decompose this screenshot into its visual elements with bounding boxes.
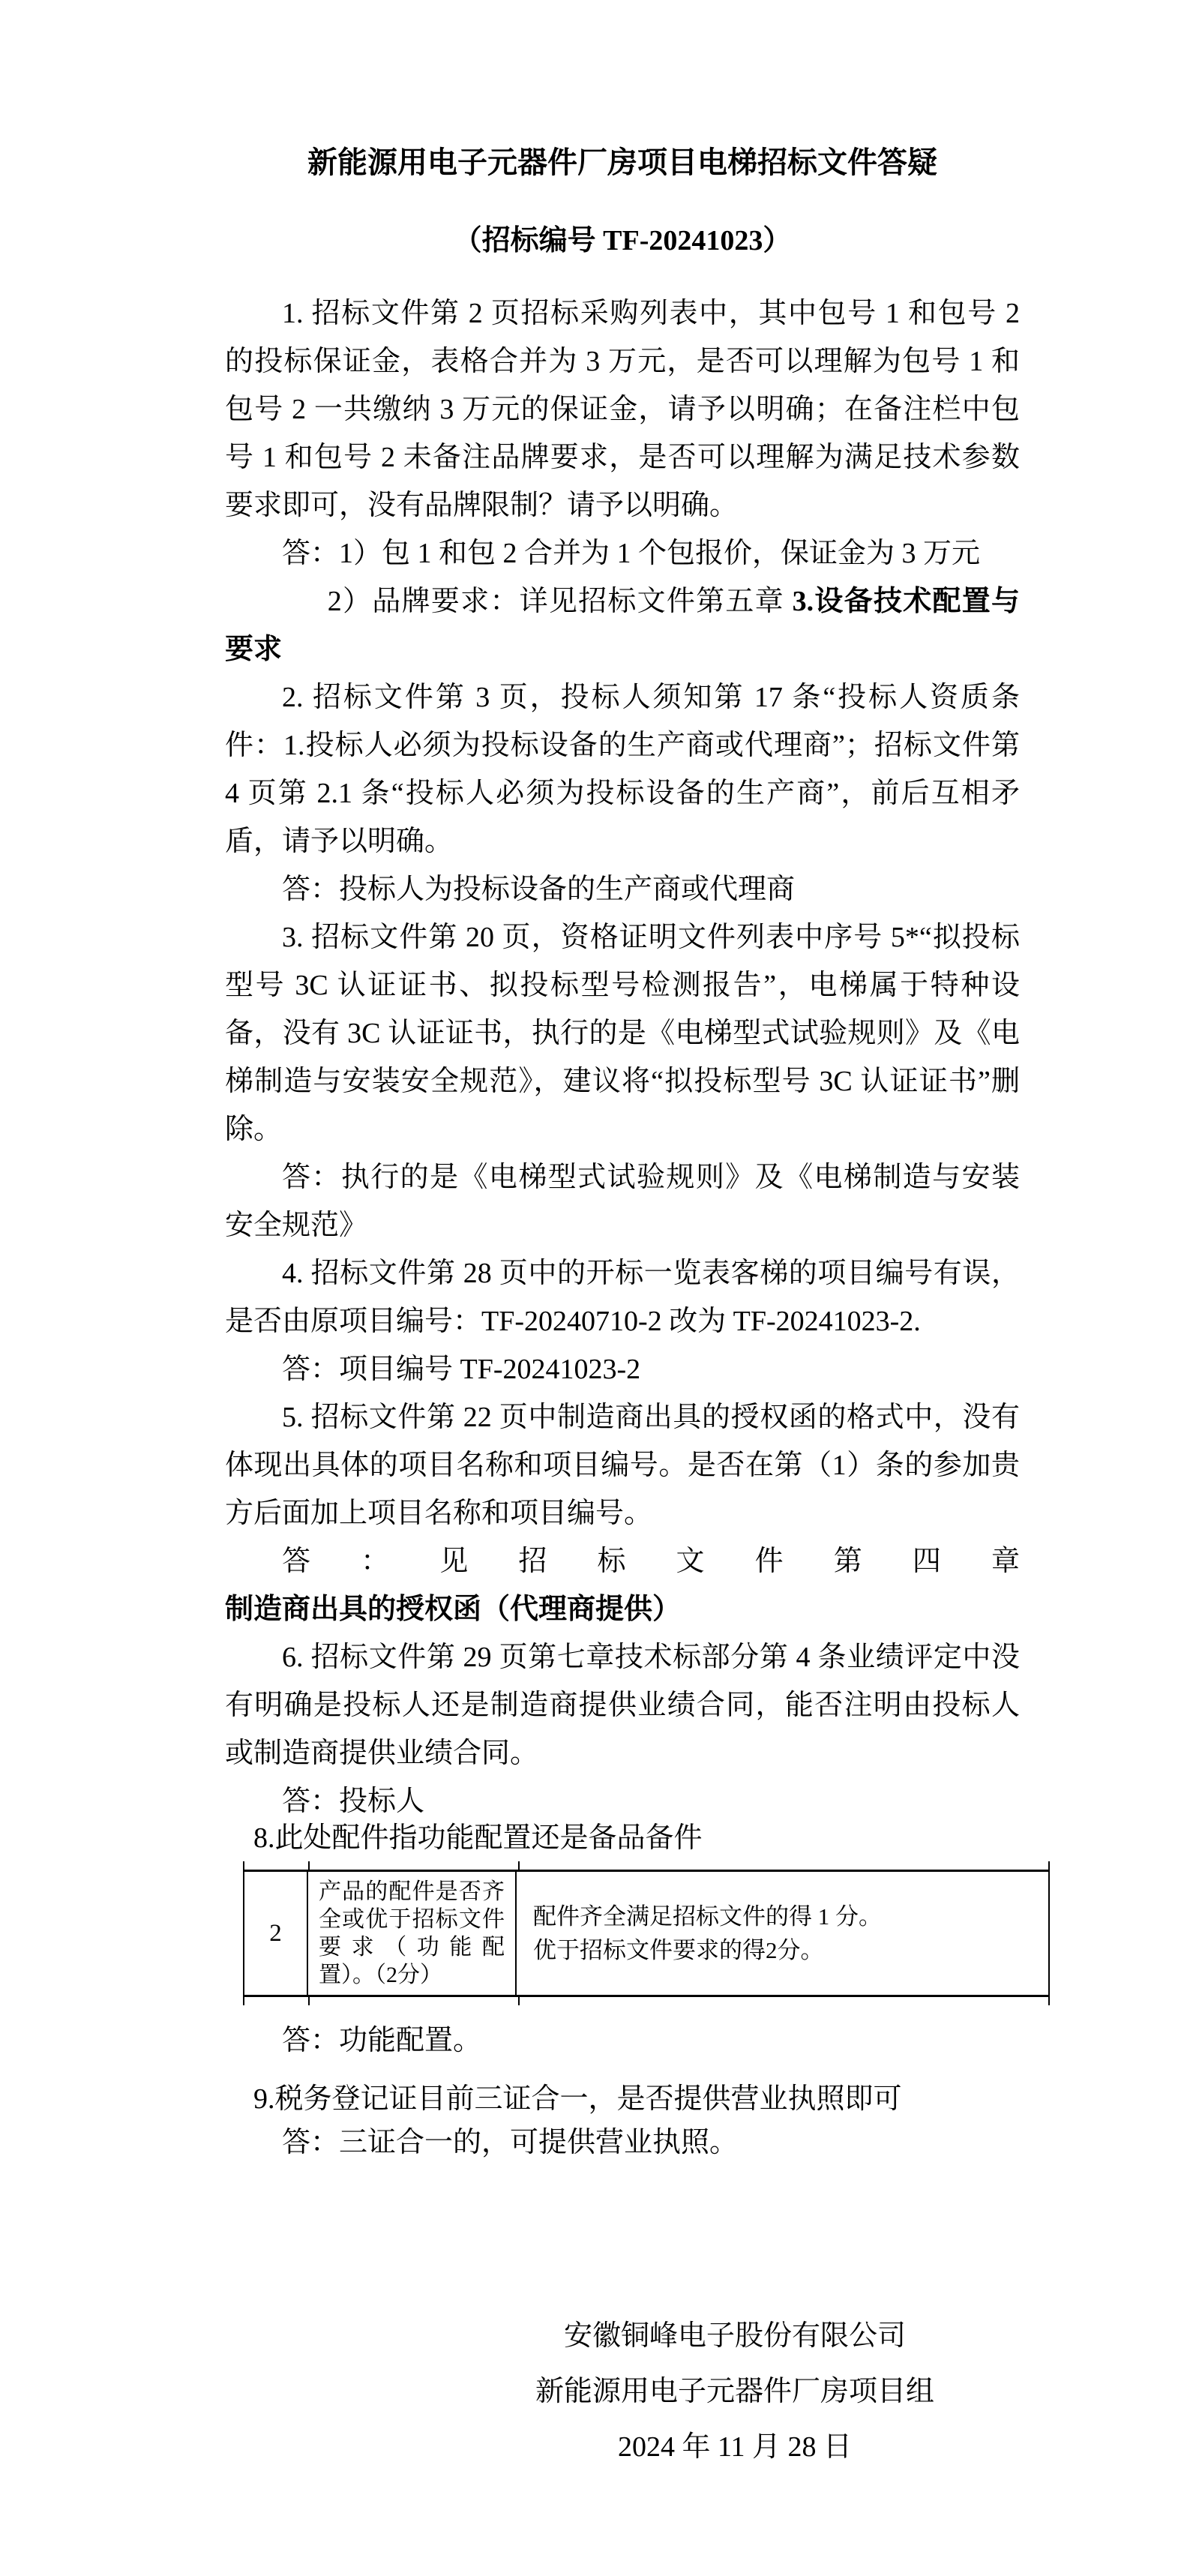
scoring-line-1: 配件齐全满足招标文件的得 1 分。 [533,1903,882,1930]
question-4: 4. 招标文件第 28 页中的开标一览表客梯的项目编号有误，是否由原项目编号：TF-20240710-2 改为 TF-20241023-2. [225,1258,1020,1337]
answer-1-line2-text: 2）品牌要求：详见招标文件第五章 [327,586,793,617]
question-2: 2. 招标文件第 3 页，投标人须知第 17 条“投标人资质条件：1.投标人必须为投标设备的生产商或代理商”；招标文件第 4 页第 2.1 条“投标人必须为投标设备的生产商”，前后互相矛盾，请予以明确。 [225,682,1020,857]
table-border-line [243,1861,244,1870]
table-border-line [308,1861,310,1870]
answer-5 [225,1537,1020,1633]
table-cell-scoring [517,1872,1048,1995]
doc-subtitle: （招标编号 TF-20241023） [453,225,792,256]
table-border-line [243,1997,244,2005]
table-border-line [1048,1861,1050,1870]
document-page [225,0,1020,2161]
answer-1-line2 [225,577,1020,673]
table-border-line [1048,1997,1050,2005]
question-3: 3. 招标文件第 20 页，资格证明文件列表中序号 5*“拟投标型号 3C 认证证书、拟投标型号检测报告”，电梯属于特种设备，没有 3C 认证证书，执行的是《电梯型式试验规则》及《电梯制造与安装安全规范》，建议将“拟投标型号 3C 认证证书”删除。 [225,922,1020,1145]
table-cell-seq: 2 [244,1872,308,1995]
answer-5-text: 答：见招标文件第四章 [282,1546,1020,1577]
scoring-line-2: 优于招标文件要求的得2分。 [533,1937,824,1963]
table-cell-criterion: 产品的配件是否齐全或优于招标文件要求（功能配置）。（2分） [308,1872,517,1995]
question-8: 8.此处配件指功能配置还是备品备件 [253,1822,703,1854]
question-9: 9.税务登记证目前三证合一，是否提供营业执照即可 [253,2083,902,2115]
table-row [243,1870,1050,1997]
signature-date: 2024 年 11 月 28 日 [617,2431,853,2463]
answer-1-line2-bold: 3.设备技术配置与要求 [225,586,1020,665]
answer-1-line1: 答：1）包 1 和包 2 合并为 1 个包报价，保证金为 3 万元 [282,538,981,569]
answer-9: 答：三证合一的，可提供营业执照。 [282,2127,739,2158]
answer-2: 答：投标人为投标设备的生产商或代理商 [282,874,796,905]
question-5: 5. 招标文件第 22 页中制造商出具的授权函的格式中，没有体现出具体的项目名称和项目编号。是否在第（1）条的参加贵方后面加上项目名称和项目编号。 [225,1402,1020,1529]
table-cropped-row-bottom [243,1997,1050,2005]
signature-project-group: 新能源用电子元器件厂房项目组 [535,2376,934,2407]
score-table-fragment [243,1861,1050,2005]
question-1: 1. 招标文件第 2 页招标采购列表中，其中包号 1 和包号 2 的投标保证金，表格合并为 3 万元，是否可以理解为包号 1 和包号 2 一共缴纳 3 万元的保证金，请予以明确；在备注栏中包号 1 和包号 2 未备注品牌要求，是否可以理解为满足技术参数要求即可，没有品牌限制？请予以明确。 [225,298,1020,521]
answer-5-bold: 制造商出具的授权函（代理商提供） [225,1594,682,1625]
table-cropped-row-top [243,1861,1050,1870]
answer-6: 答：投标人 [282,1786,425,1817]
table-border-line [308,1997,310,2005]
doc-title: 新能源用电子元器件厂房项目电梯招标文件答疑 [307,145,937,179]
answer-3: 答：执行的是《电梯型式试验规则》及《电梯制造与安装安全规范》 [225,1162,1020,1241]
table-border-line [518,1997,520,2005]
table-border-line [518,1861,520,1870]
answer-8: 答：功能配置。 [282,2025,482,2056]
signature-block [525,2308,945,2475]
signature-company: 安徽铜峰电子股份有限公司 [563,2320,906,2352]
answer-4: 答：项目编号 TF-20241023-2 [282,1354,641,1385]
question-6: 6. 招标文件第 29 页第七章技术标部分第 4 条业绩评定中没有明确是投标人还是制造商提供业绩合同，能否注明由投标人或制造商提供业绩合同。 [225,1642,1020,1769]
